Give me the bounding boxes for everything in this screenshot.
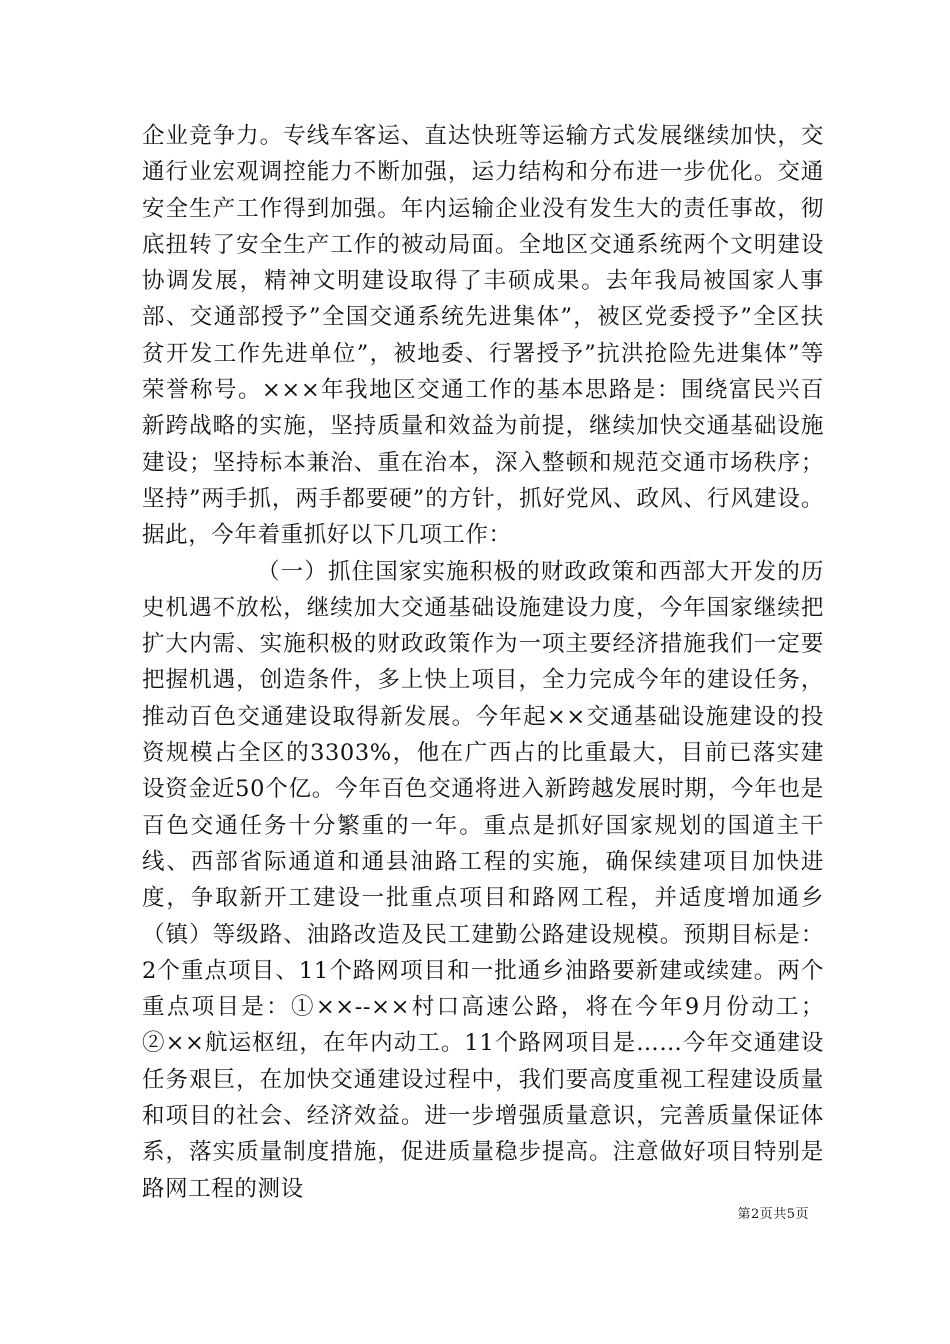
paragraph-2: （一）抓住国家实施积极的财政政策和西部大开发的历史机遇不放松，继续加大交通基础设施建设力度，今年国家继续把扩大内需、实施积极的财政政策作为一项主要经济措施我们一定要把握机遇，创造条件，多上快上项目，全力完成今年的建设任务，推动百色交通建设取得新发展。今年起××交通基础设施建设的投资规模占全区的3303%，他在广西占的比重最大，目前已落实建设资金近50个亿。今年百色交通将进入新跨越发展时期，今年也是百色交通任务十分繁重的一年。重点是抓好国家规划的国道主干线、西部省际通道和通县油路工程的实施，确保续建项目加快进度，争取新开工建设一批重点项目和路网工程，并适度增加通乡（镇）等级路、油路改造及民工建勤公路建设规模。预期目标是：2个重点项目、11个路网项目和一批通乡油路要新建或续建。两个重点项目是：①××--××村口高速公路，将在今年9月份动工；②××航运枢纽，在年内动工。11个路网项目是……今年交通建设任务艰巨，在加快交通建设过程中，我们要高度重视工程建设质量和项目的社会、经济效益。进一步增强质量意识，完善质量保证体系，落实质量制度措施，促进质量稳步提高。注意做好项目特别是路网工程的测设: [142, 558, 824, 1202]
document-body: [142, 118, 824, 1207]
paragraph-1: 企业竞争力。专线车客运、直达快班等运输方式发展继续加快，交通行业宏观调控能力不断加强，运力结构和分布进一步优化。交通安全生产工作得到加强。年内运输企业没有发生大的责任事故，彻底扭转了安全生产工作的被动局面。全地区交通系统两个文明建设协调发展，精神文明建设取得了丰硕成果。去年我局被国家人事部、交通部授予”全国交通系统先进集体”，被区党委授予”全区扶贫开发工作先进单位”，被地委、行署授予”抗洪抢险先进集体”等荣誉称号。×××年我地区交通工作的基本思路是：围绕富民兴百新跨战略的实施，坚持质量和效益为前提，继续加快交通基础设施建设；坚持标本兼治、重在治本，深入整顿和规范交通市场秩序；坚持”两手抓，两手都要硬”的方针，抓好党风、政风、行风建设。据此，今年着重抓好以下几项工作：: [142, 123, 824, 549]
page-number: 第2页共5页: [737, 1207, 809, 1222]
